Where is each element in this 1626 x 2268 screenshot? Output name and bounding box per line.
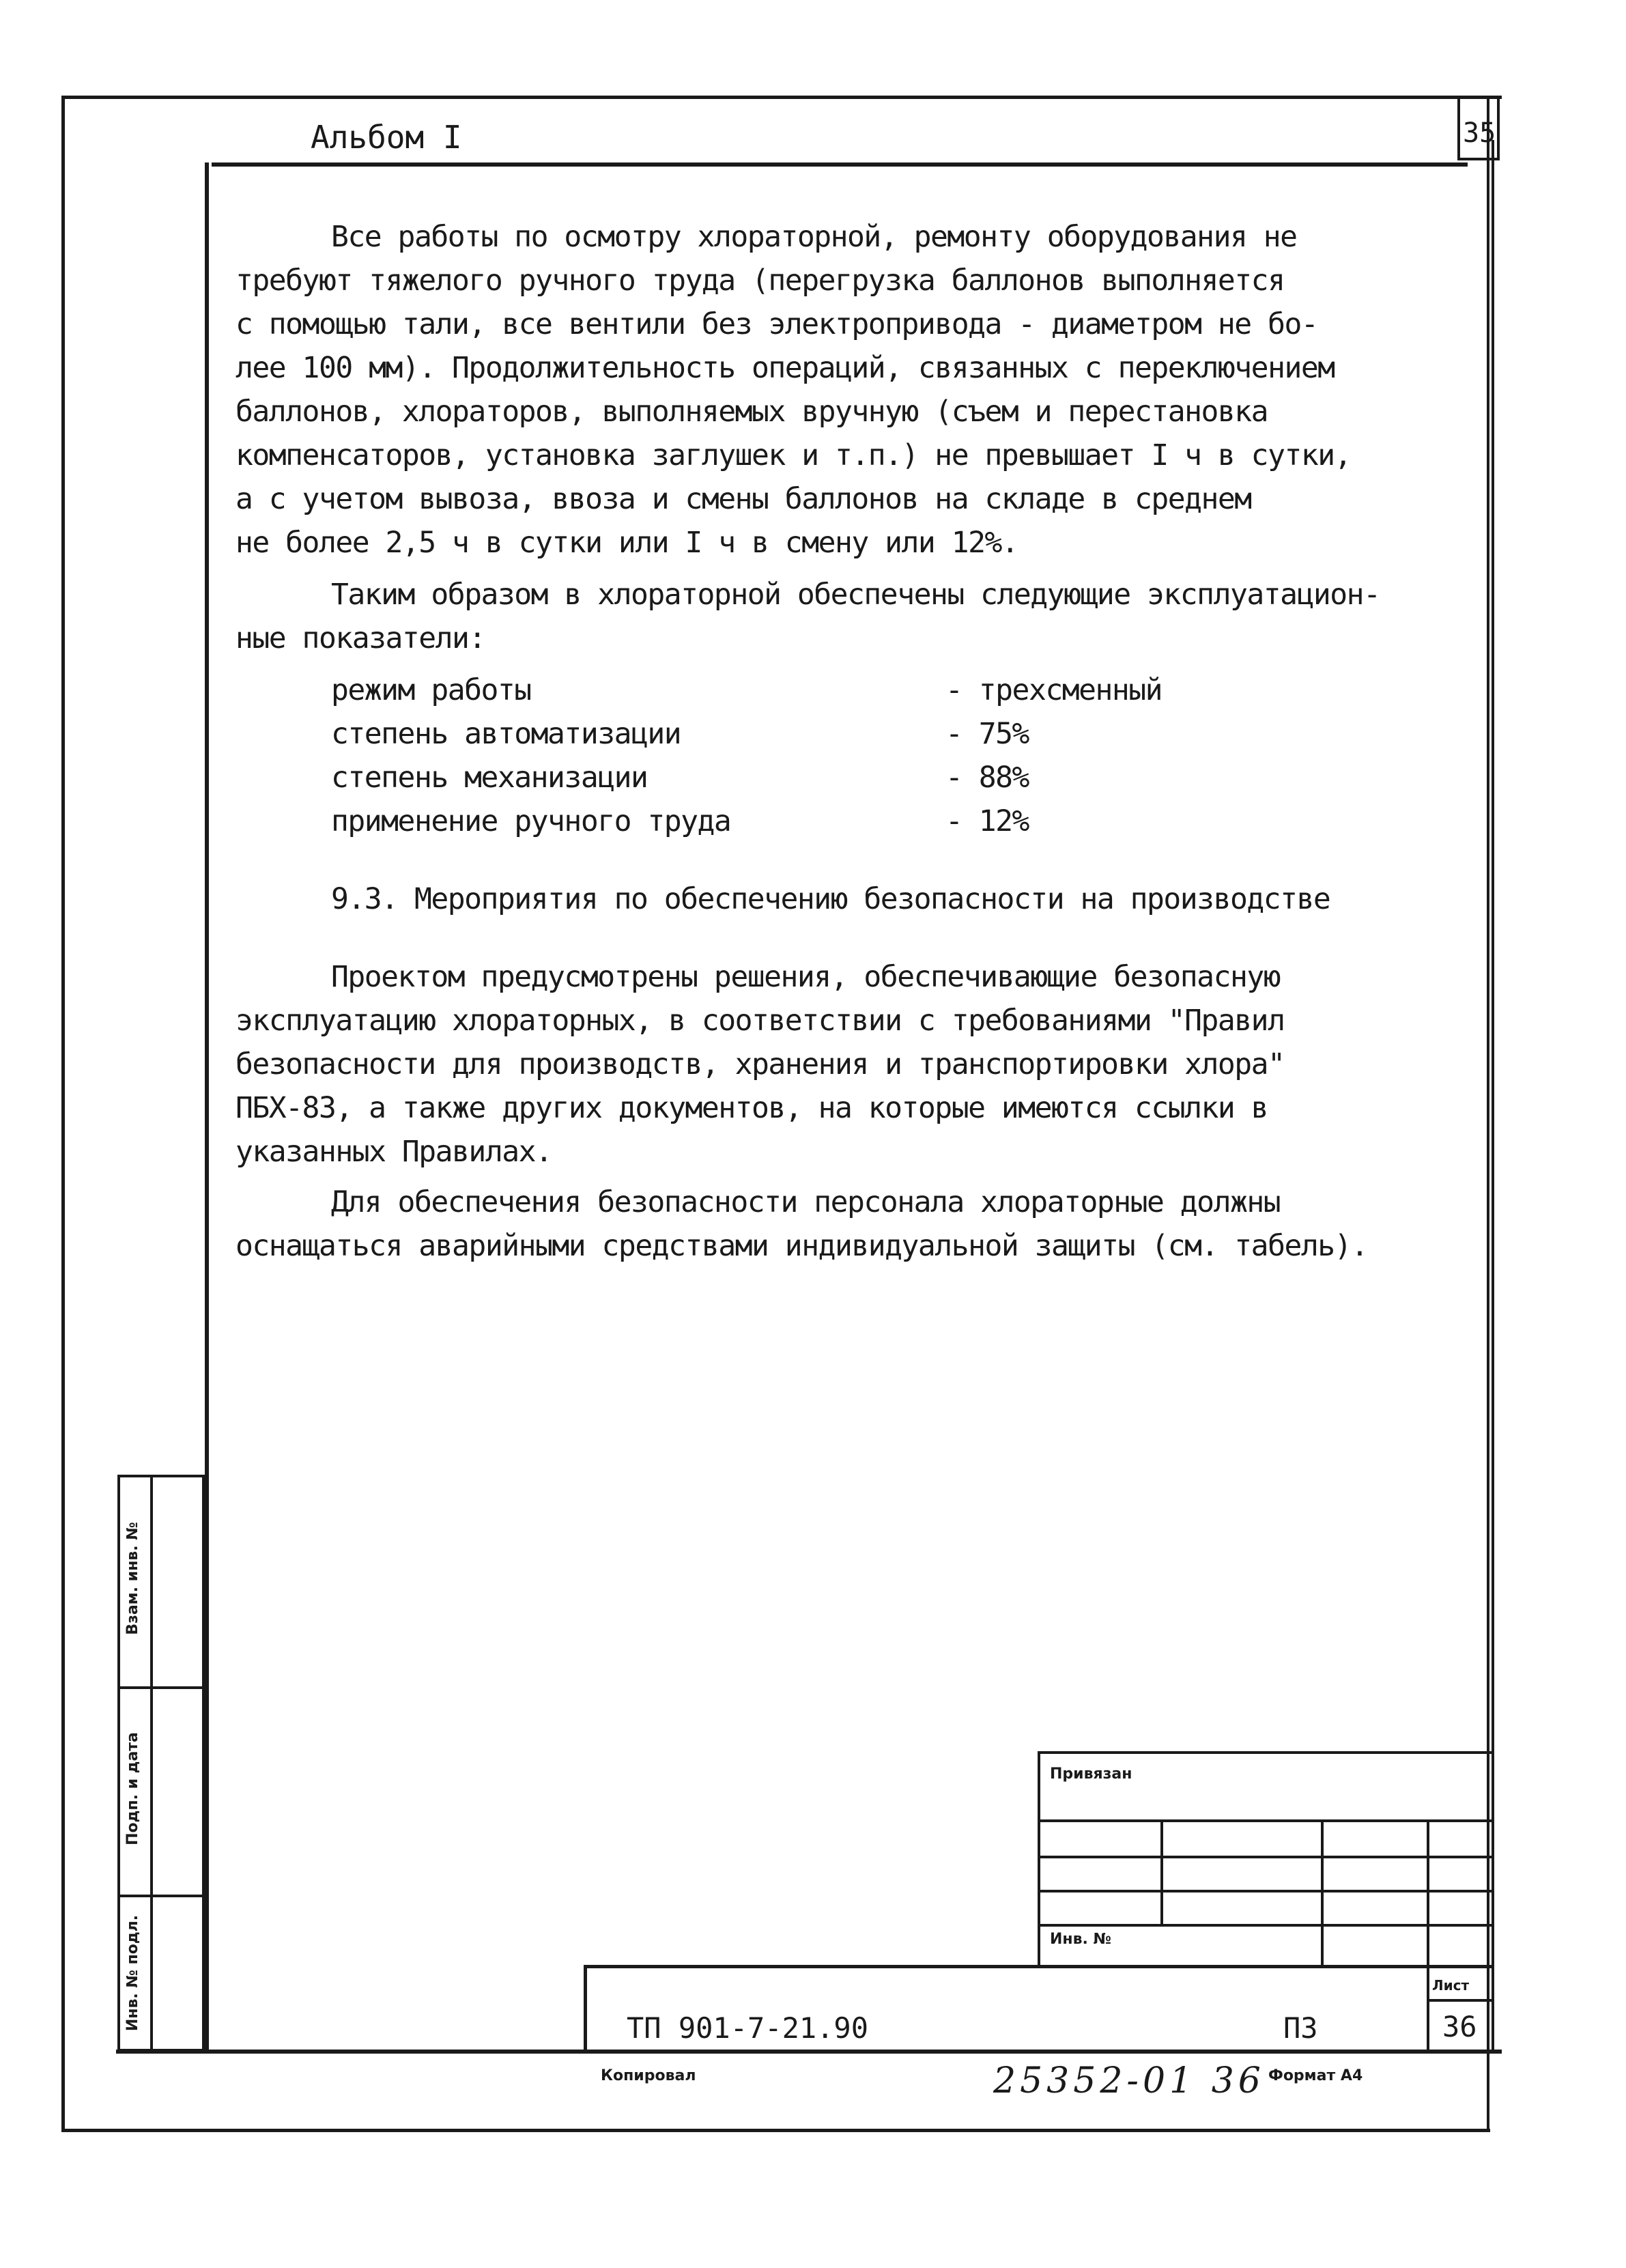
- inner-frame-top: [212, 162, 1468, 167]
- outer-frame-right: [1487, 96, 1489, 2130]
- kopiroval-label: Копировал: [601, 2067, 696, 2084]
- text-line: оснащаться аварийными средствами индивидуальной защиты (см. табель).: [236, 1229, 1368, 1263]
- inv-no-label: Инв. №: [1050, 1931, 1112, 1948]
- title-block-line: [1038, 1751, 1492, 1754]
- title-block-line: [1038, 1819, 1492, 1822]
- format-label: Формат А4: [1268, 2067, 1363, 2084]
- title-block-line: [1427, 1999, 1492, 2002]
- indicator-label: степень механизации: [331, 761, 648, 795]
- indicator-value: - 88%: [945, 761, 1029, 795]
- text-line: указанных Правилах.: [236, 1135, 552, 1169]
- handwritten-number: 25352-01 36: [993, 2060, 1265, 2101]
- title-block-line: [1321, 1819, 1324, 1966]
- side-stamp-divider: [117, 1895, 205, 1897]
- title-block-line: [1038, 1856, 1492, 1858]
- title-block-line: [1038, 1924, 1492, 1927]
- text-line: Проектом предусмотрены решения, обеспечивающие безопасную: [331, 960, 1281, 994]
- text-line: баллонов, хлораторов, выполняемых вручную (съем и перестановка: [236, 395, 1268, 429]
- title-block-line: [584, 1965, 1492, 1968]
- list-label: Лист: [1432, 1977, 1470, 1994]
- indicator-value: - 75%: [945, 717, 1029, 751]
- text-line: эксплуатацию хлораторных, в соответствии с требованиями "Правил: [236, 1004, 1285, 1038]
- text-line: с помощью тали, все вентили без электропривода - диаметром не бо-: [236, 307, 1318, 341]
- text-line: компенсаторов, установка заглушек и т.п.) не превышает I ч в сутки,: [236, 438, 1352, 472]
- title-block-line: [1427, 1819, 1429, 2052]
- title-block-line: [1038, 1751, 1040, 1966]
- sheet-number: 36: [1442, 2010, 1477, 2043]
- side-stamp-label: Инв. № подл.: [124, 1914, 141, 2032]
- outer-frame-left: [61, 96, 65, 2130]
- text-line: ПБХ-83, а также других документов, на которые имеются ссылки в: [236, 1091, 1268, 1125]
- text-line: ные показатели:: [236, 621, 485, 655]
- indicator-value: - трехсменный: [945, 673, 1163, 707]
- inner-frame-right: [1492, 140, 1494, 2052]
- text-line: Для обеспечения безопасности персонала хлораторные должны: [331, 1185, 1281, 1219]
- inner-frame-left: [205, 162, 209, 2052]
- page-number: 35: [1463, 117, 1496, 149]
- indicator-label: применение ручного труда: [331, 804, 731, 838]
- album-title: Альбом I: [311, 119, 462, 156]
- title-block-line: [584, 1965, 587, 2052]
- side-stamp-divider: [150, 1475, 153, 2052]
- title-block-line: [1160, 1819, 1163, 1925]
- doc-section: ПЗ: [1283, 2011, 1318, 2045]
- text-line: не более 2,5 ч в сутки или I ч в смену или 12%.: [236, 526, 1018, 560]
- side-stamp-label: Подп. и дата: [124, 1732, 141, 1845]
- text-line: лее 100 мм). Продолжительность операций, связанных с переключением: [236, 351, 1335, 385]
- title-block-line: [1038, 1890, 1492, 1893]
- indicator-value: - 12%: [945, 804, 1029, 838]
- side-stamp-divider: [117, 1686, 205, 1689]
- outer-frame-top: [61, 96, 1502, 99]
- text-line: Все работы по осмотру хлораторной, ремонту оборудования не: [331, 220, 1297, 254]
- privyazan-label: Привязан: [1050, 1766, 1132, 1783]
- outer-frame-bottom: [61, 2129, 1490, 2132]
- section-heading: 9.3. Мероприятия по обеспечению безопасности на производстве: [331, 882, 1330, 916]
- text-line: Таким образом в хлораторной обеспечены следующие эксплуатацион-: [331, 578, 1380, 612]
- inner-frame-bottom: [116, 2050, 1502, 2054]
- indicator-label: режим работы: [331, 673, 531, 707]
- side-stamp-label: Взам. инв. №: [124, 1522, 141, 1635]
- text-line: требуют тяжелого ручного труда (перегрузка баллонов выполняется: [236, 264, 1285, 298]
- text-line: а с учетом вывоза, ввоза и смены баллонов на складе в среднем: [236, 482, 1251, 516]
- doc-code: ТП 901-7-21.90: [627, 2011, 869, 2045]
- text-line: безопасности для производств, хранения и транспортировки хлора": [236, 1047, 1285, 1081]
- indicator-label: степень автоматизации: [331, 717, 681, 751]
